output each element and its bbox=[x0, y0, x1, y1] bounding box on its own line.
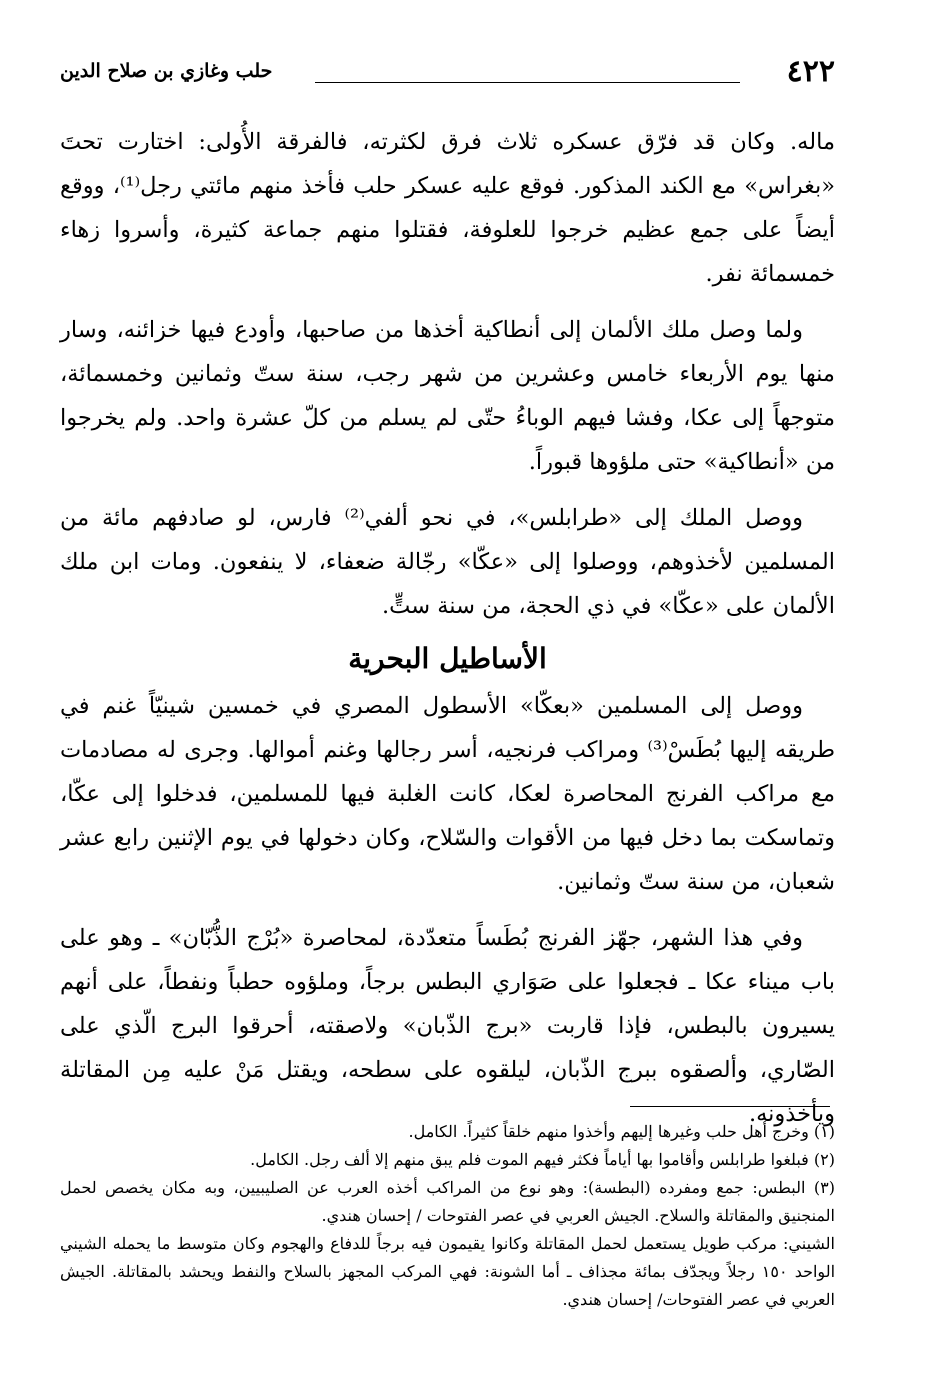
running-title: حلب وغازي بن صلاح الدين bbox=[60, 60, 273, 82]
paragraph-1: ماله. وكان قد فرّق عسكره ثلاث فرق لكثرته، فالفرقة الأُولى: اختارت تحتَ «بغراس» مع الكند المذكور. فوقع عليه عسكر حلب فأخذ منهم مائتي رجل⁽¹⁾، ووقع أيضاً على جمع عظيم خرجوا للعلوفة، فقتلوا منهم جماعة كثيرة، وأسروا زهاء خمسمائة نفر. bbox=[60, 129, 835, 287]
header-rule bbox=[315, 82, 740, 83]
footnote-1: (١) وخرج أهل حلب وغيرها إليهم وأخذوا منهم خلقاً كثيراً. الكامل. bbox=[408, 1122, 835, 1141]
section-title: الأساطيل البحرية bbox=[348, 642, 547, 675]
footnotes bbox=[60, 1118, 835, 1314]
paragraph-4: ووصل إلى المسلمين «بعكّا» الأسطول المصري في خمسين شينيّاً غنم في طريقه إليها بُطَسْ⁽³⁾ ومراكب فرنجيه، أسر رجالها وغنم أموالها. وجرى له مصادمات مع مراكب الفرنج المحاصرة لعكا، كانت الغلبة فيها للمسلمين، فدخلوا إلى عكّا، وتماسكت بما دخل فيها من الأقوات والسّلاح، وكان دخولها في يوم الإثنين رابع عشر شعبان، من سنة ستّ وثمانين. bbox=[60, 693, 835, 895]
footnote-2: (٢) فبلغوا طرابلس وأقاموا بها أياماً فكثر فيهم الموت فلم يبق منهم إلا ألف رجل. الكامل. bbox=[250, 1150, 835, 1169]
footnote-3-continued: الشيني: مركب طويل يستعمل لحمل المقاتلة وكانوا يقيمون فيه برجاً للدفاع والهجوم وكان متوسط ما يحمله الشيني الواحد ١٥٠ رجلاً ويجدّف بمائة مجذاف ـ أما الشونة: فهي المركب المجهز بالسلاح والنفط ويحشد بالمقاتلة. الجيش العربي في عصر الفتوحات/ إحسان هندي. bbox=[60, 1234, 836, 1309]
main-text bbox=[60, 120, 835, 1136]
footnote-3: (٣) البطس: جمع ومفرده (البطسة): وهو نوع من المراكب أخذه العرب عن الصليبيين، وبه مكان يخصص لحمل المنجنيق والمقاتلة والسلاح. الجيش العربي في عصر الفتوحات / إحسان هندي. bbox=[60, 1178, 835, 1225]
page-number: ٤٢٢ bbox=[786, 54, 835, 89]
paragraph-5: وفي هذا الشهر، جهّز الفرنج بُطَساً متعدّدة، لمحاصرة «بُرْج الذُّبّان» ـ وهو على باب ميناء عكا ـ فجعلوا على صَوَاري البطس برجاً، وملؤوه حطباً ونفطاً، على أنهم يسيرون بالبطس، فإذا قاربت «برج الذّبان» ولاصقته، أحرقوا البرج الّذي على الصّاري، وألصقوه ببرج الذّبان، ليلقوه على سطحه، ويقتل مَنْ عليه مِن المقاتلة ويأخذونه. bbox=[60, 925, 835, 1127]
paragraph-3: ووصل الملك إلى «طرابلس»، في نحو ألفي⁽²⁾ فارس، لو صادفهم مائة من المسلمين لأخذوهم، ووصلوا إلى «عكّا» رجّالة ضعفاء، لا ينفعون. ومات ابن ملك الألمان على «عكّا» في ذي الحجة، من سنة ستٍّ. bbox=[60, 505, 835, 619]
page-header bbox=[60, 52, 835, 92]
paragraph-2: ولما وصل ملك الألمان إلى أنطاكية أخذها من صاحبها، وأودع فيها خزائنه، وسار منها يوم الأربعاء خامس وعشرين من شهر رجب، سنة ستّ وثمانين وخمسمائة، متوجهاً إلى عكا، وفشا فيهم الوباءُ حتّى لم يسلم من كلّ عشرة واحد. ولم يخرجوا من «أنطاكية» حتى ملؤوها قبوراً. bbox=[60, 317, 835, 475]
footnote-separator bbox=[630, 1106, 830, 1107]
